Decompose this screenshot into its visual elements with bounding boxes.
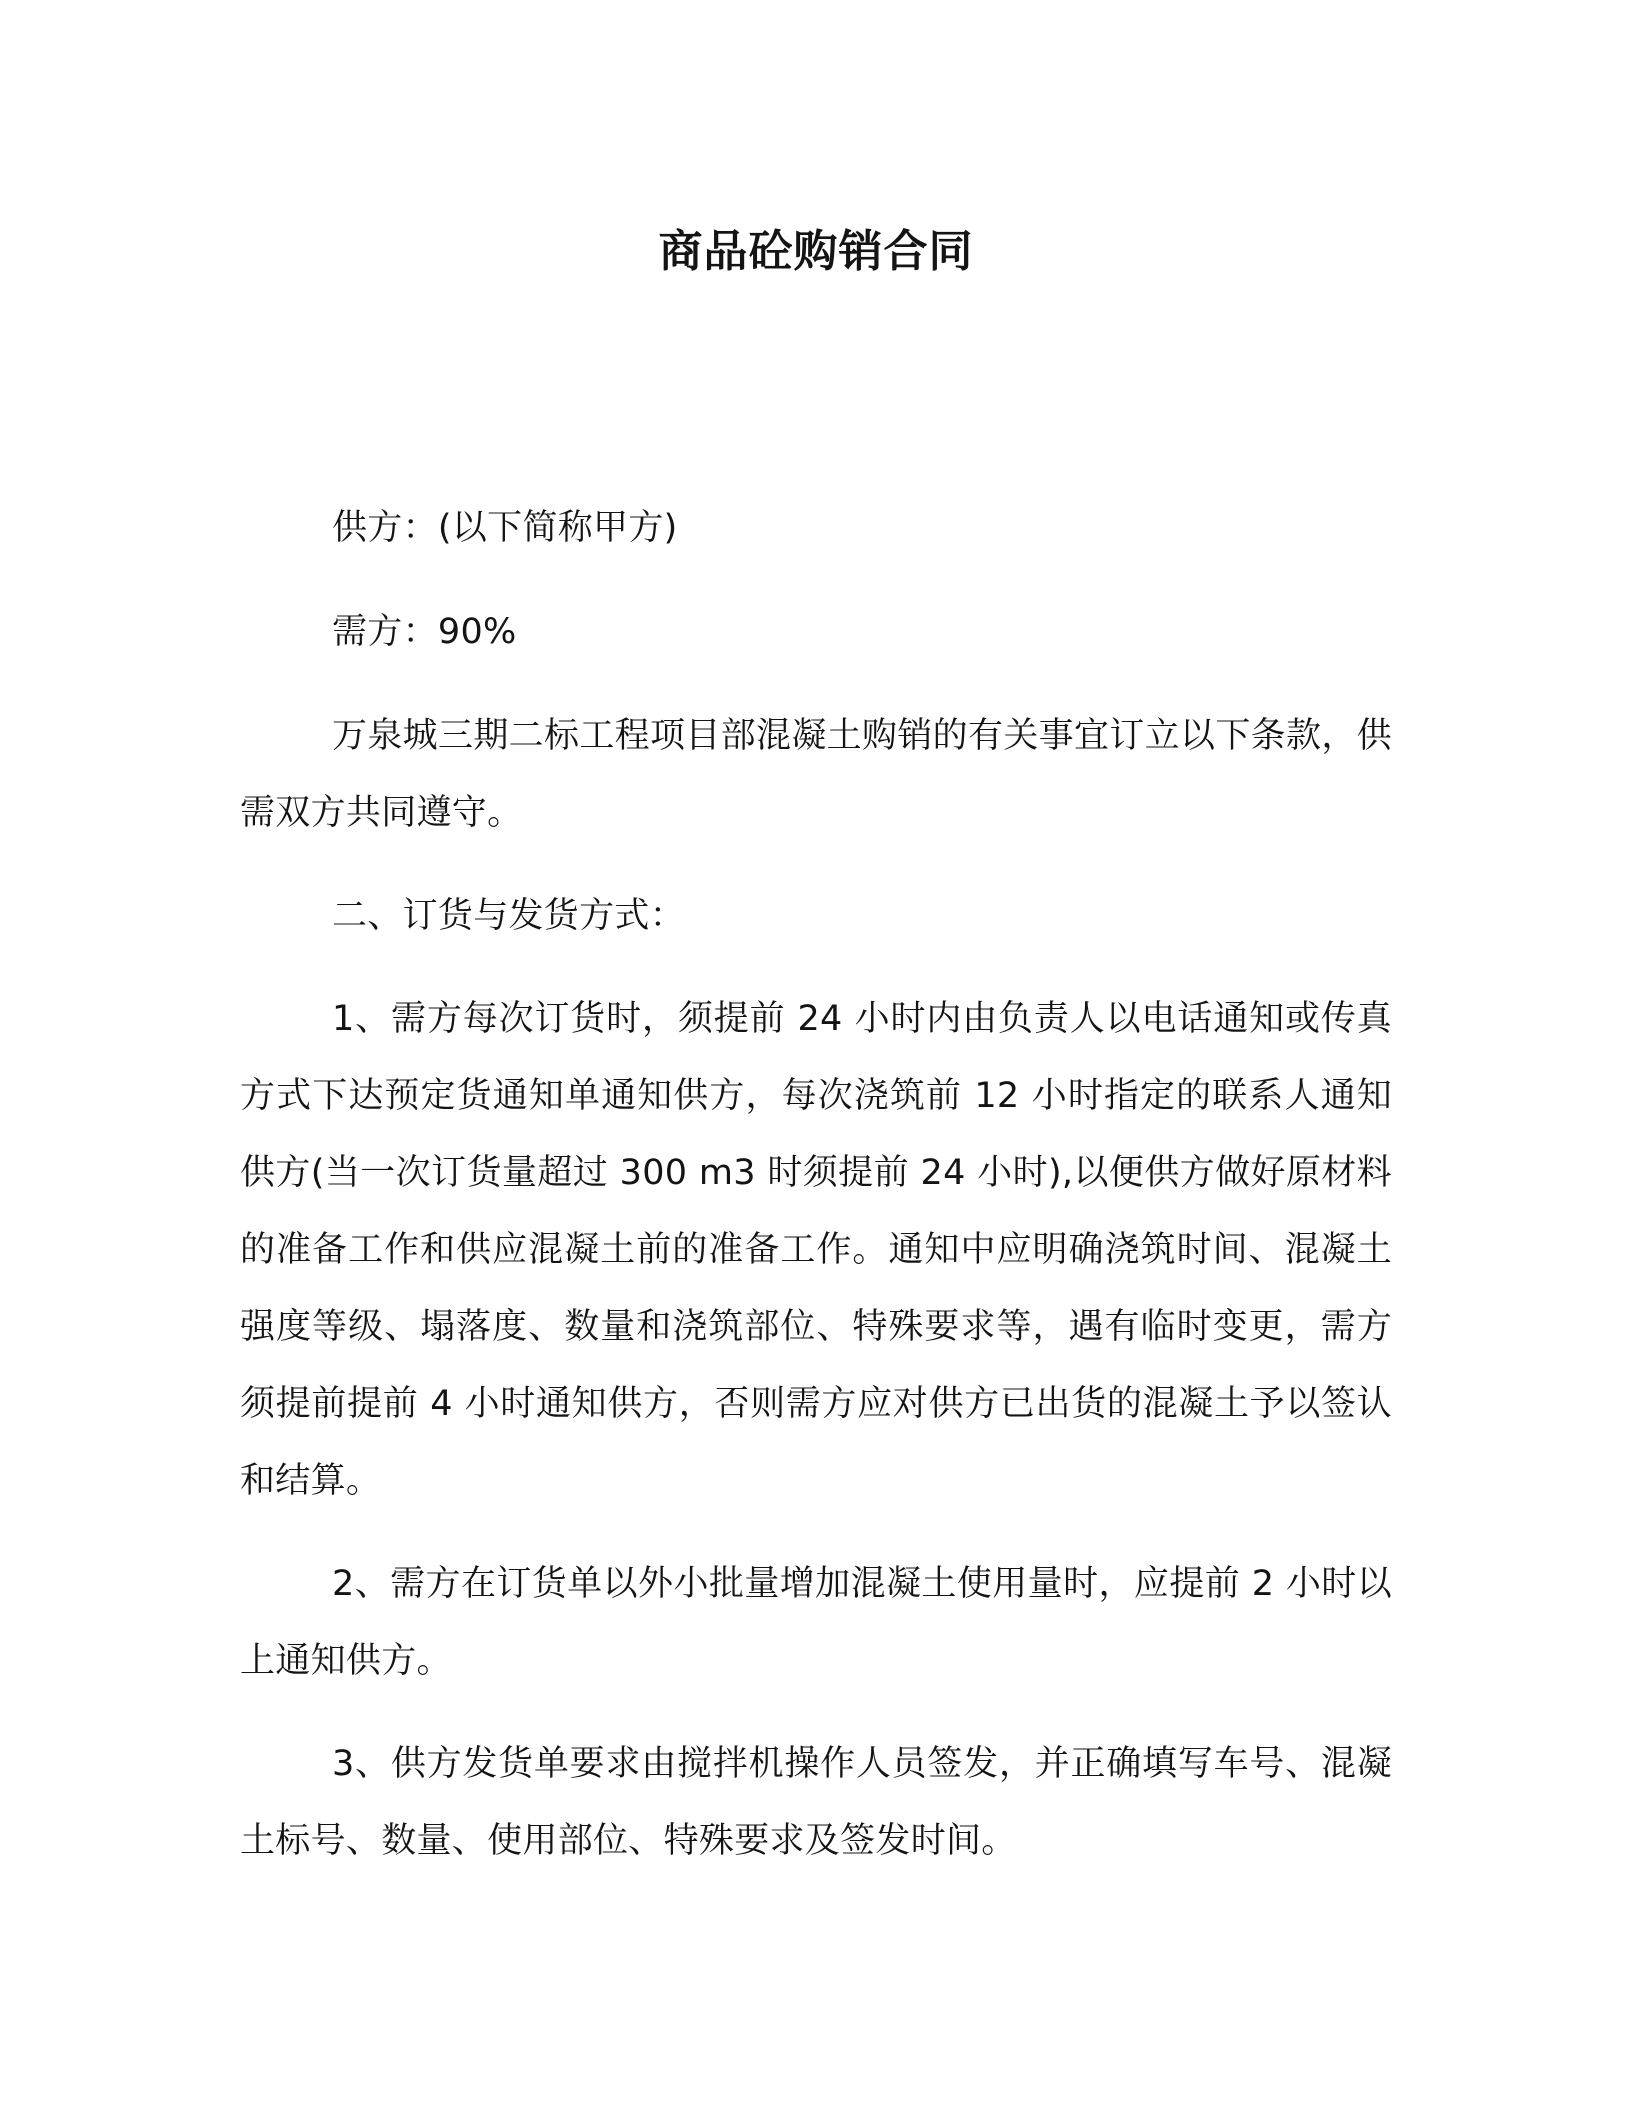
intro-paragraph: 万泉城三期二标工程项目部混凝土购销的有关事宜订立以下条款，供需双方共同遵守。 [240,716,1392,833]
document-body [240,490,1392,1906]
document-title: 商品砼购销合同 [658,226,974,277]
supplier-line: 供方：(以下简称甲方) [332,508,678,548]
section-heading: 二、订货与发货方式： [332,896,686,936]
buyer-line: 需方：90% [332,612,517,652]
clause-1: 1、需方每次订货时，须提前 24 小时内由负责人以电话通知或传真方式下达预定货通知单通知供方，每次浇筑前 12 小时指定的联系人通知供方(当一次订货量超过 300 m3 时须提前 24 小时),以便供方做好原材料的准备工作和供应混凝土前的准备工作。通知中应明确浇筑时间、混凝土强度等级、塌落度、数量和浇筑部位、特殊要求等，遇有临时变更，需方须提前提前 4 小时通知供方，否则需方应对供方已出货的混凝土予以签认和结算。 [240,999,1392,1501]
clause-3: 3、供方发货单要求由搅拌机操作人员签发，并正确填写车号、混凝土标号、数量、使用部位、特殊要求及签发时间。 [240,1744,1392,1861]
clause-2: 2、需方在订货单以外小批量增加混凝土使用量时，应提前 2 小时以上通知供方。 [240,1564,1392,1681]
